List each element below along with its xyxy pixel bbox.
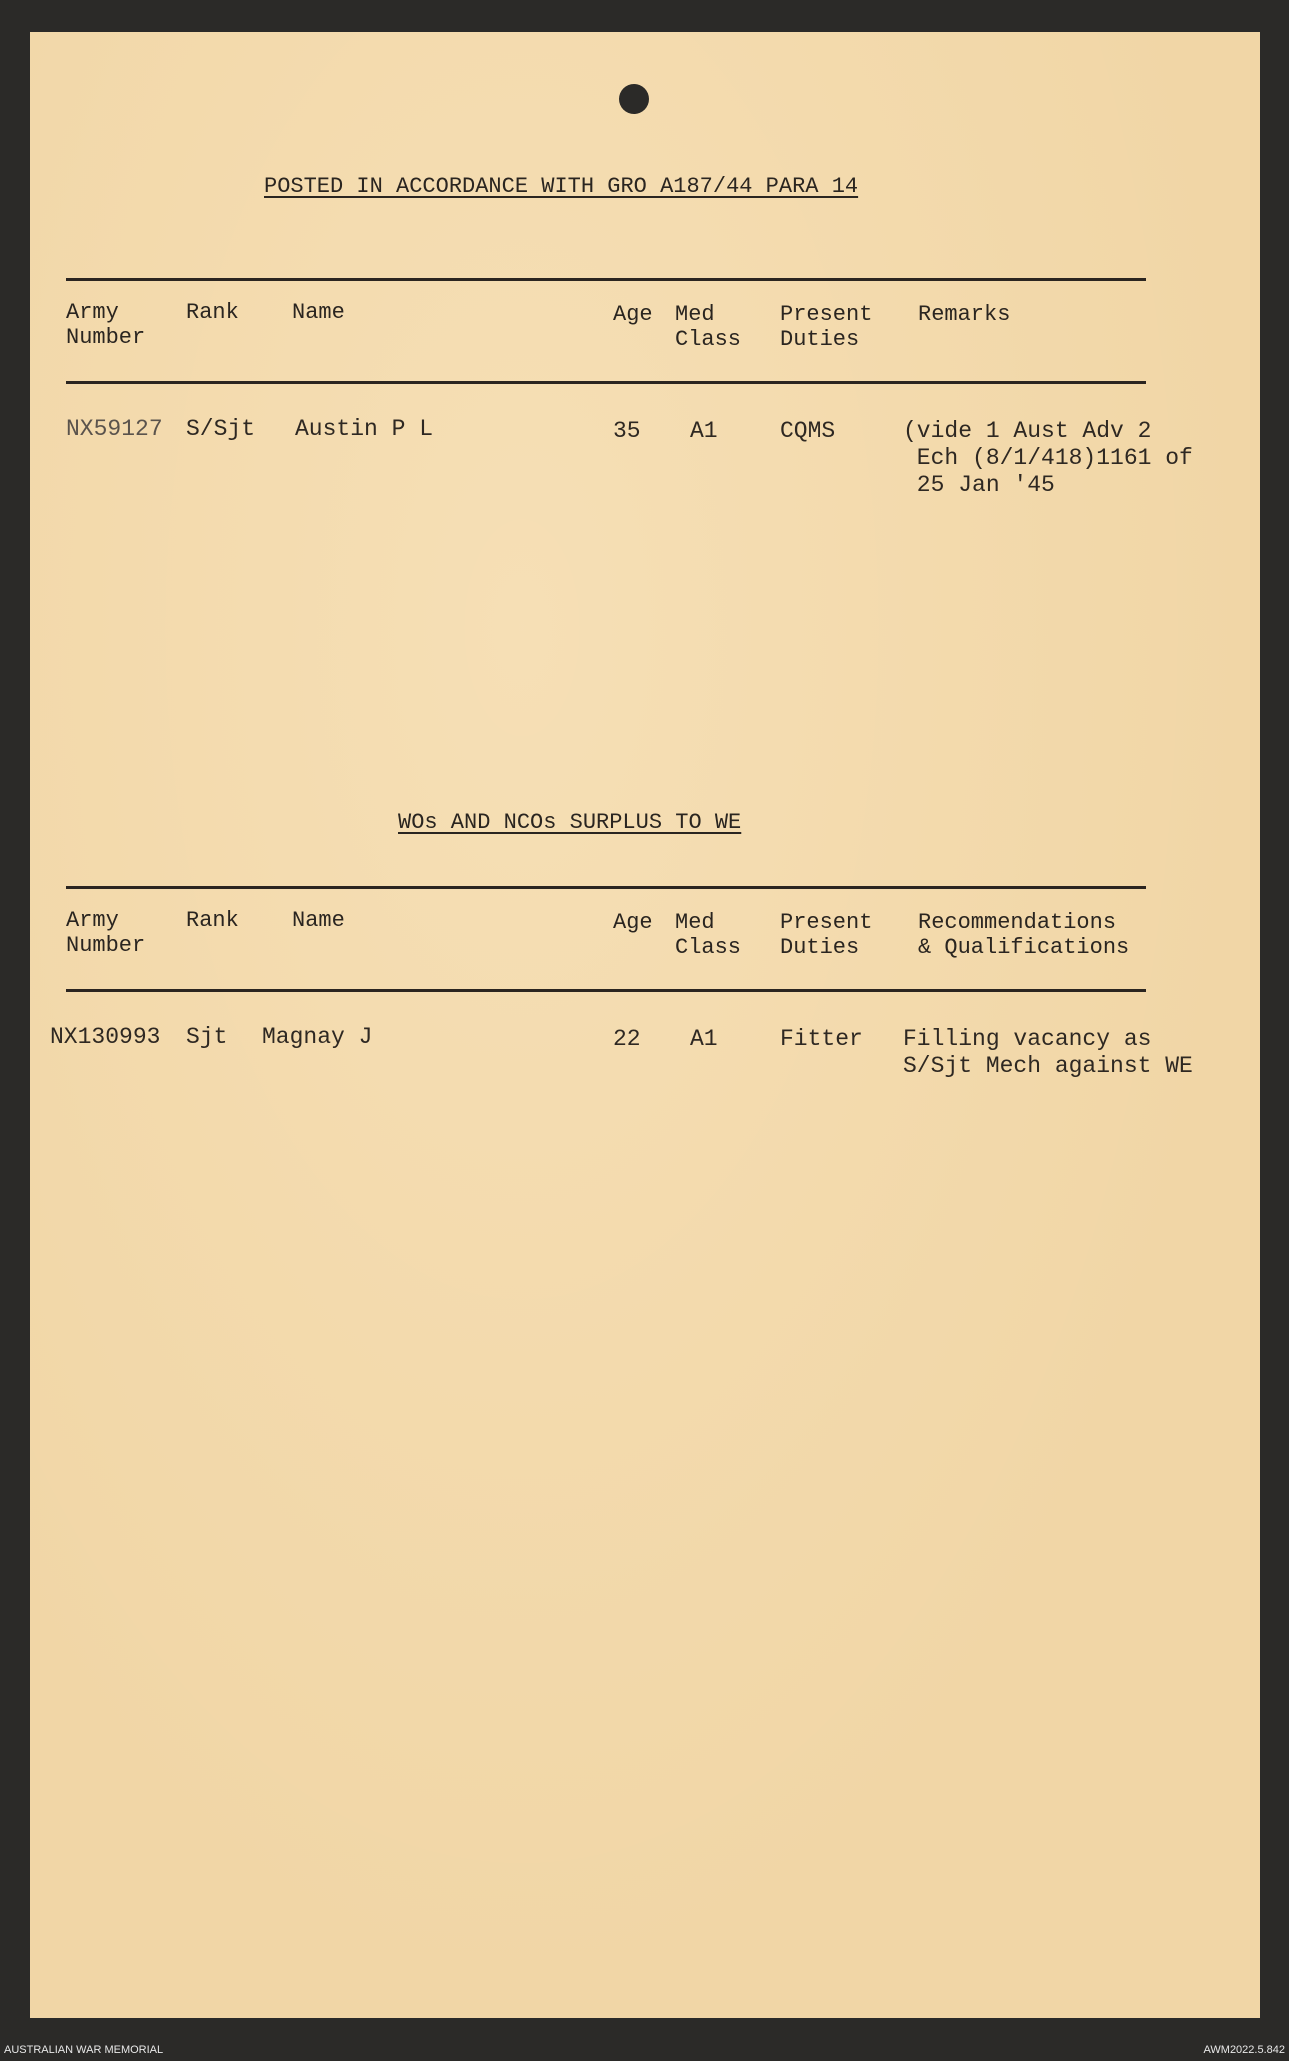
- med-class-cell: A1: [690, 418, 718, 444]
- name-cell: Austin P L: [295, 416, 434, 442]
- section2-title: WOs AND NCOs SURPLUS TO WE: [398, 810, 742, 835]
- section1-header-name: Name: [292, 300, 345, 325]
- section2-header-rule: [66, 989, 1146, 992]
- present-duties-cell: CQMS: [780, 418, 836, 444]
- section2-header-recommendations: Recommendations & Qualifications: [918, 910, 1130, 960]
- section2-header-age: Age: [613, 910, 653, 935]
- name-cell: Magnay J: [262, 1024, 373, 1050]
- remarks-cell: (vide 1 Aust Adv 2 Ech (8/1/418)1161 of 25 Jan '45: [903, 418, 1193, 498]
- age-cell: 35: [613, 418, 641, 444]
- section2-header-rank: Rank: [186, 908, 239, 933]
- section1-title: POSTED IN ACCORDANCE WITH GRO A187/44 PARA 14: [264, 174, 859, 199]
- recommendations-cell: Filling vacancy as S/Sjt Mech against WE: [903, 1026, 1193, 1079]
- section2-header-army-number: Army Number: [66, 908, 146, 958]
- army-number-cell: NX130993: [50, 1024, 161, 1050]
- med-class-cell: A1: [690, 1026, 718, 1052]
- age-cell: 22: [613, 1026, 641, 1052]
- present-duties-cell: Fitter: [780, 1026, 863, 1052]
- section1-header-remarks: Remarks: [918, 302, 1011, 327]
- section1-header-med-class: Med Class: [675, 302, 742, 352]
- footer-institution: AUSTRALIAN WAR MEMORIAL: [4, 2044, 164, 2056]
- section1-header-present-duties: Present Duties: [780, 302, 873, 352]
- section1-header-rank: Rank: [186, 300, 239, 325]
- punch-hole: [619, 84, 649, 114]
- rank-cell: S/Sjt: [186, 416, 256, 442]
- document-page: [30, 32, 1260, 2018]
- section2-header-med-class: Med Class: [675, 910, 742, 960]
- section2-header-present-duties: Present Duties: [780, 910, 873, 960]
- footer-accession-number: AWM2022.5.842: [1203, 2044, 1285, 2056]
- rank-cell: Sjt: [186, 1024, 228, 1050]
- section2-top-rule: [66, 886, 1146, 889]
- section1-header-rule: [66, 381, 1146, 384]
- section1-header-army-number: Army Number: [66, 300, 146, 350]
- section1-top-rule: [66, 278, 1146, 281]
- section2-header-name: Name: [292, 908, 345, 933]
- army-number-cell: NX59127: [66, 416, 163, 442]
- section1-header-age: Age: [613, 302, 653, 327]
